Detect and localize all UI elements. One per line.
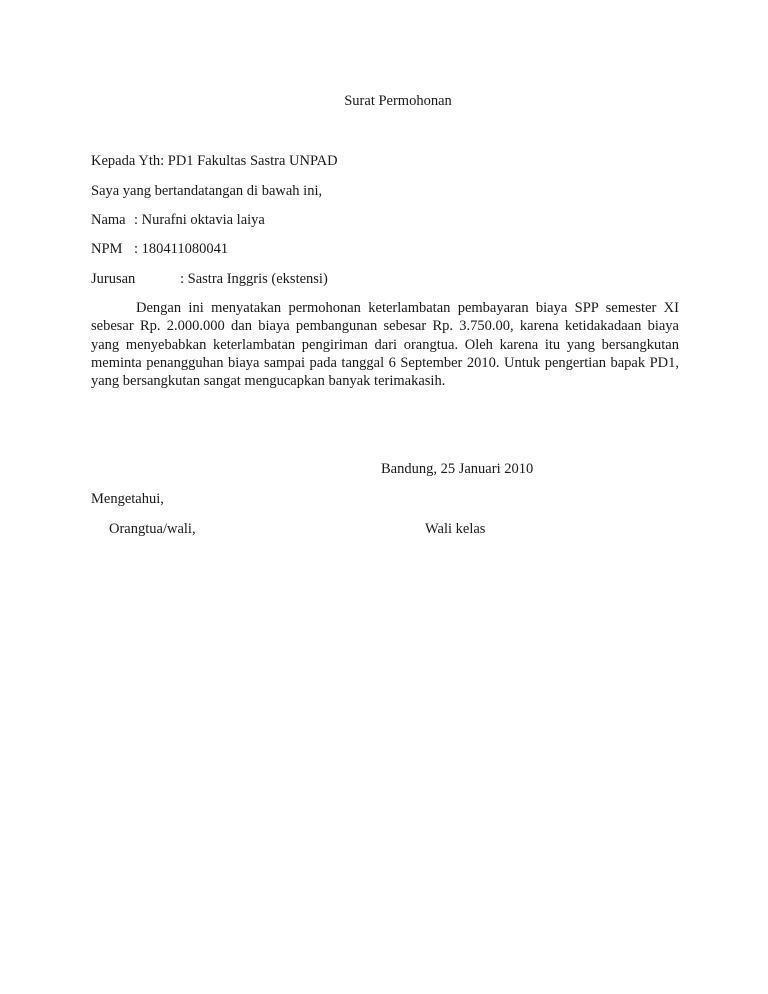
name-row [91,211,265,229]
npm-label: NPM [91,241,123,257]
major-row [91,270,328,288]
signer-left-label: Orangtua/wali, [109,521,196,537]
major-label: Jurusan [91,271,136,287]
recipient-line: Kepada Yth: PD1 Fakultas Sastra UNPAD [91,153,338,169]
place-date: Bandung, 25 Januari 2010 [381,461,534,477]
letter-title: Surat Permohonan [344,93,452,109]
body-paragraph: Dengan ini menyatakan permohonan keterlambatan pembayaran biaya SPP semester XI sebesar Rp. 2.000.000 dan biaya pembangunan sebesar Rp. 3.750.00, karena ketidakadaan biaya yang menyebabkan keterlambatan pengiriman dari orangtua. Oleh karena itu yang bersangkutan meminta penangguhan biaya sampai pada tanggal 6 September 2010. Untuk pengertian bapak PD1, yang bersangkutan sangat mengucapkan banyak terimakasih. [91,300,679,390]
major-value: : Sastra Inggris (ekstensi) [180,271,328,287]
acknowledged-label: Mengetahui, [91,491,164,507]
opening-line: Saya yang bertandatangan di bawah ini, [91,183,323,199]
name-value: : Nurafni oktavia laiya [134,212,265,228]
signer-right-label: Wali kelas [425,521,486,537]
name-label: Nama [91,212,126,228]
npm-value: : 180411080041 [134,241,229,257]
npm-row [91,240,228,258]
